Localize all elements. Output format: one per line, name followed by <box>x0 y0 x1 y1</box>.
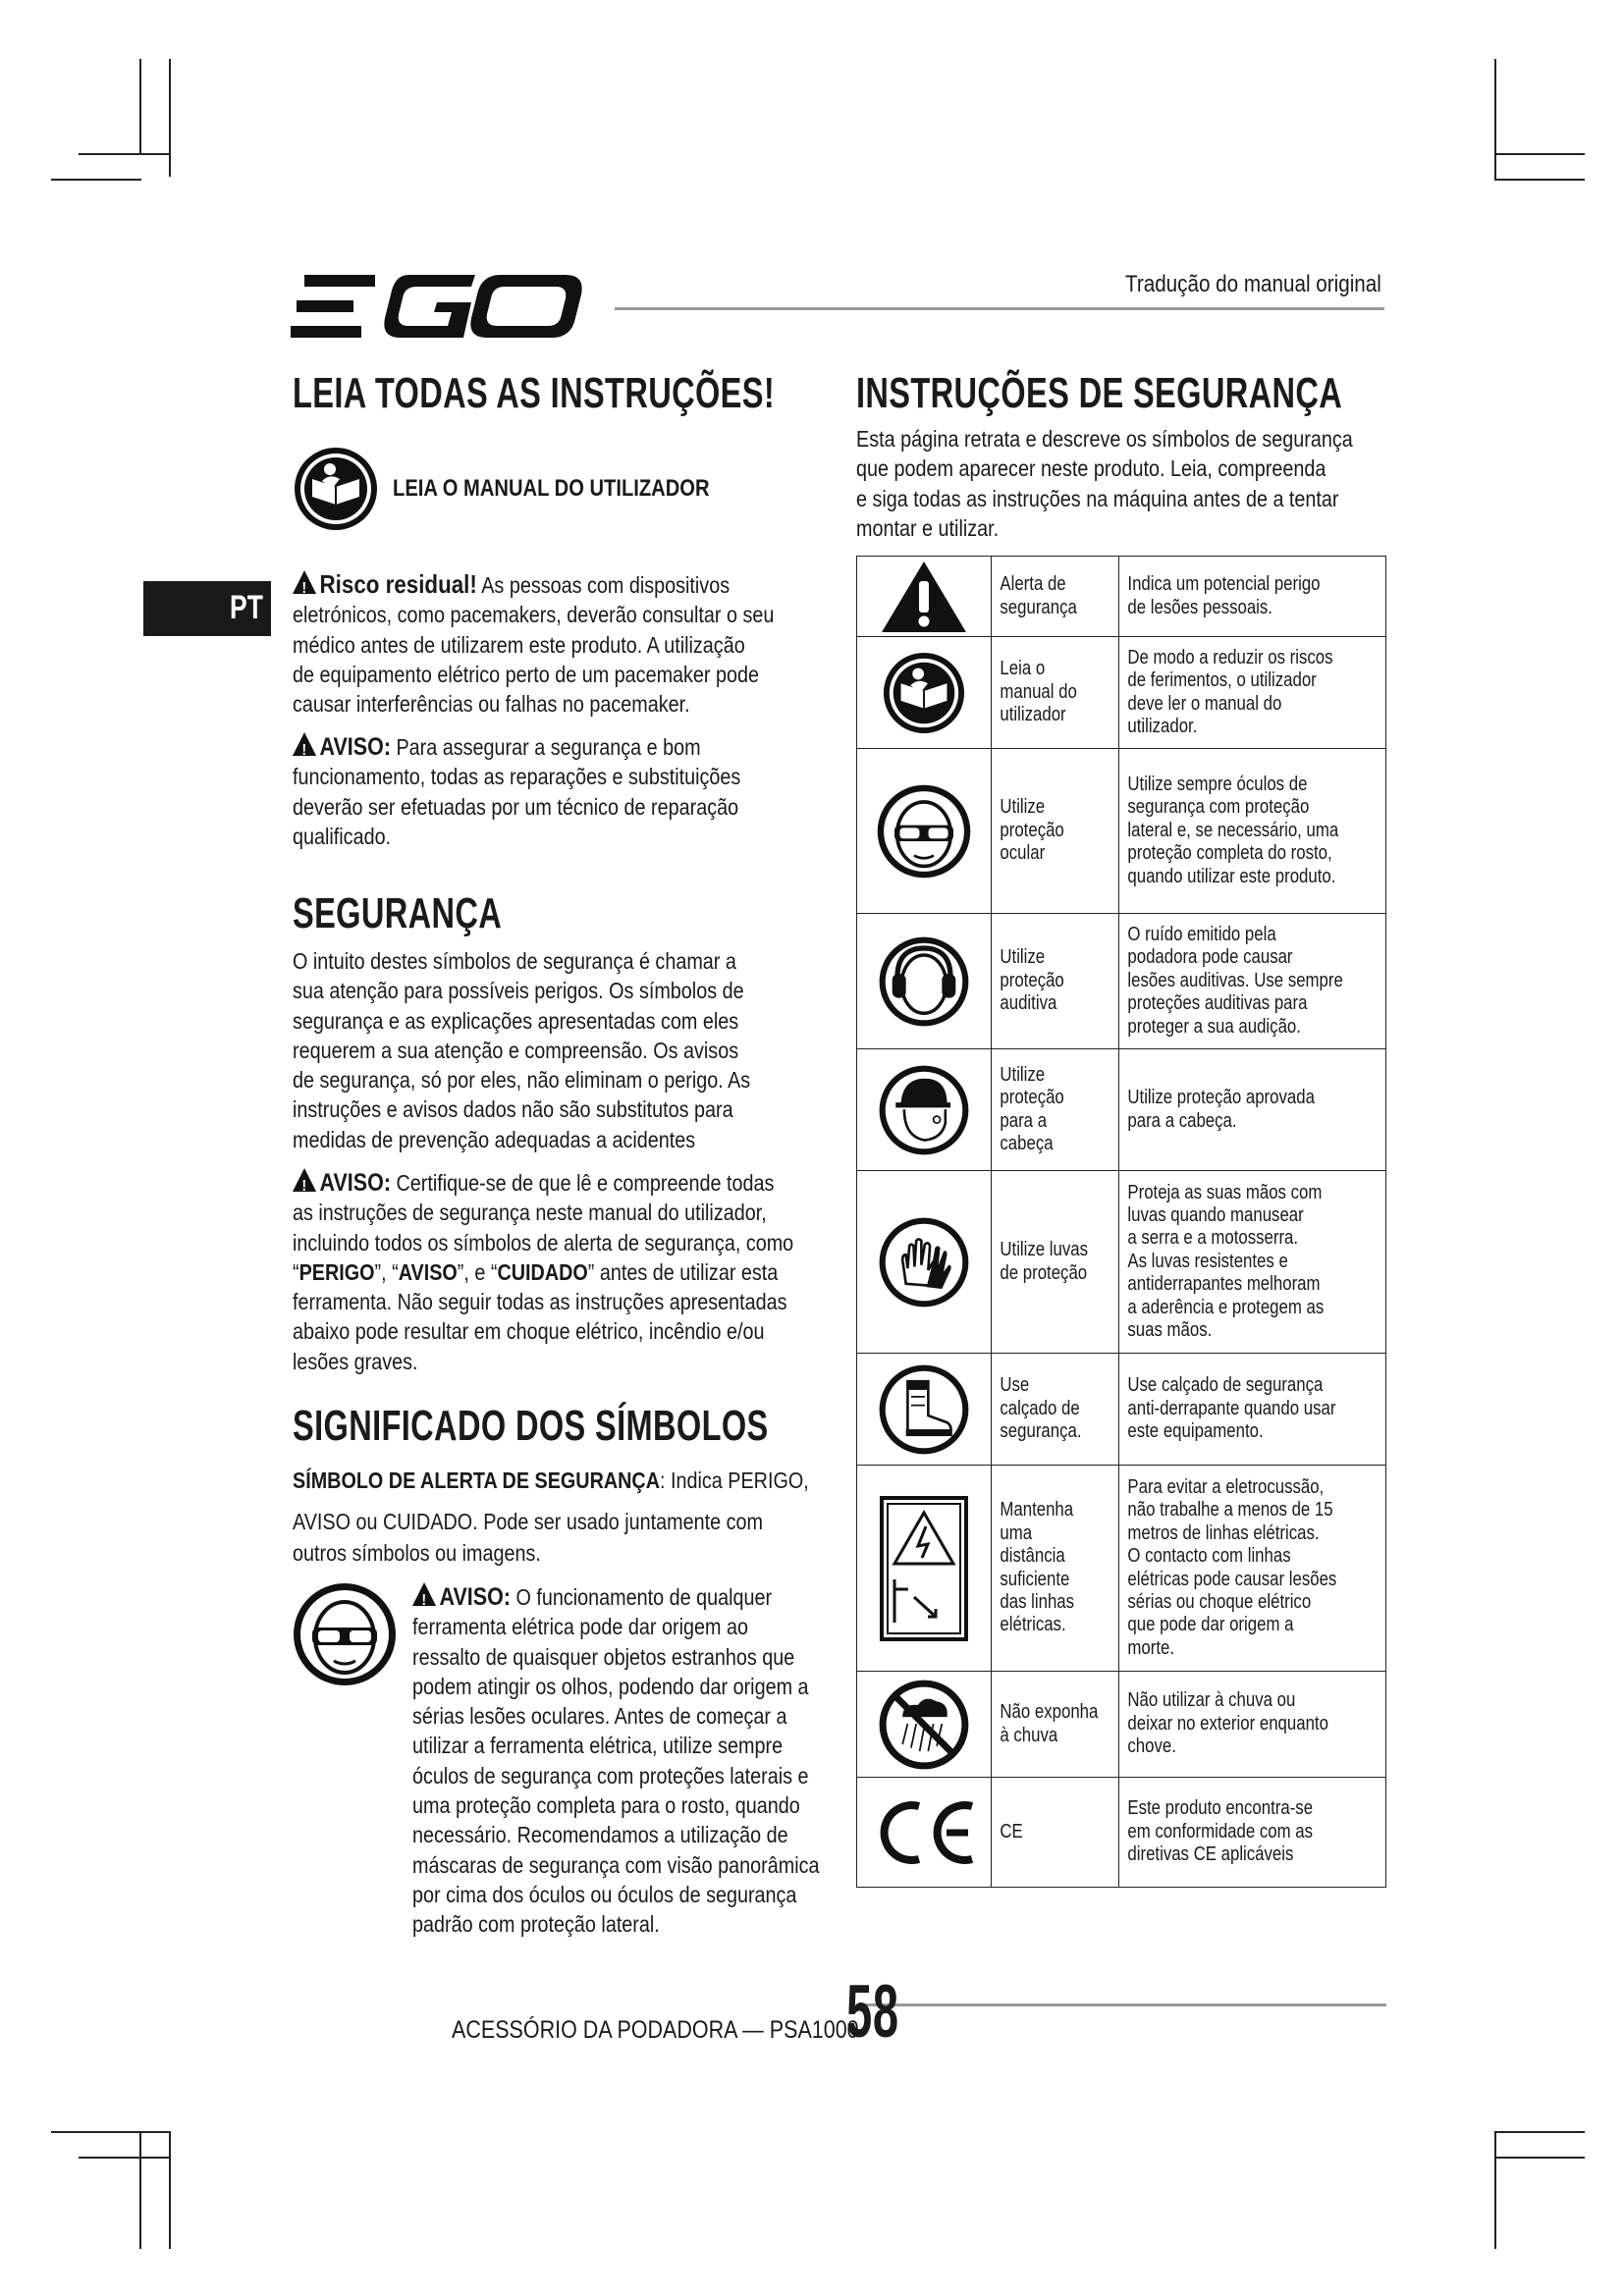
text-line: distância <box>1000 1545 1065 1568</box>
symbol-desc-cell <box>1118 637 1385 749</box>
text-line: Use calçado de segurança <box>1127 1374 1324 1397</box>
text-line: morte. <box>1127 1636 1174 1659</box>
safety-paragraph <box>293 946 900 1154</box>
text-line: luvas quando manusear <box>1127 1203 1304 1226</box>
crop-mark <box>169 2131 171 2249</box>
crop-mark <box>51 179 141 181</box>
text-line: AVISO ou CUIDADO. Pode ser usado juntamente com <box>293 1509 763 1534</box>
text-line: manual do <box>1000 680 1077 703</box>
text-line: causar interferências ou falhas no pacemaker. <box>293 691 690 718</box>
gloves-icon <box>877 1215 971 1309</box>
text-line: a serra e a motosserra. <box>1127 1227 1298 1250</box>
text-line: As pessoas com dispositivos <box>481 572 731 598</box>
intro-paragraph <box>856 424 1353 543</box>
text-line: ferramenta. Não seguir todas as instruções apresentadas <box>293 1289 787 1315</box>
warning-repairs-paragraph <box>293 732 900 851</box>
text-line: utilizador. <box>1127 715 1198 737</box>
text-line: Para evitar a eletrocussão, <box>1127 1475 1325 1498</box>
text-line: podadora pode causar <box>1127 946 1293 969</box>
symbol-cell <box>857 637 992 749</box>
text-line: De modo a reduzir os riscos <box>1127 646 1333 668</box>
power-lines-icon <box>879 1495 969 1642</box>
warning-read-all-paragraph <box>293 1168 900 1376</box>
heading-read-all: LEIA TODAS AS INSTRUÇÕES! <box>293 369 776 417</box>
text-line: Use <box>1000 1374 1030 1397</box>
symbol-desc-cell <box>1118 1778 1385 1888</box>
text-line: suficiente <box>1000 1568 1070 1590</box>
text-line: de equipamento elétrico perto de um pacemaker pode <box>293 661 760 687</box>
read-manual-icon <box>882 651 966 735</box>
alert-symbol-lead: SÍMBOLO DE ALERTA DE SEGURANÇA <box>293 1468 661 1493</box>
text-line: requerem a sua atenção e compreensão. Os avisos <box>293 1037 739 1063</box>
text-line: segurança e as explicações apresentadas com eles <box>293 1007 739 1034</box>
text-line: padrão com proteção lateral. <box>412 1911 660 1938</box>
warning-triangle-icon <box>880 560 968 634</box>
text-line: proteção <box>1000 1087 1064 1109</box>
text-line: a aderência e protegem as <box>1127 1296 1325 1318</box>
table-row <box>857 1466 1386 1672</box>
text-line: Utilize <box>1000 946 1045 969</box>
table-row <box>857 1049 1386 1171</box>
symbols-table <box>856 556 1386 1888</box>
footer-product: ACESSÓRIO DA PODADORA — PSA1000 <box>452 2016 859 2044</box>
crop-mark <box>169 59 171 177</box>
symbol-cell <box>857 557 992 637</box>
text-line: por cima dos óculos ou óculos de segurança <box>412 1881 797 1907</box>
text-line: outros símbolos ou imagens. <box>293 1540 541 1566</box>
text-line: para a <box>1000 1109 1047 1132</box>
page-number: 58 <box>846 1970 899 2054</box>
warning-triangle-icon <box>293 732 316 756</box>
crop-mark <box>139 59 141 153</box>
warning-lead: AVISO: <box>439 1583 511 1611</box>
text-line: elétricas pode causar lesões <box>1127 1568 1337 1590</box>
text-line: auditiva <box>1000 992 1057 1015</box>
crop-mark <box>51 2131 171 2133</box>
text-line: antiderrapantes melhoram <box>1127 1273 1321 1296</box>
text-line: metros de linhas elétricas. <box>1127 1522 1320 1544</box>
text-line: qualificado. <box>293 823 392 849</box>
text-line: eletrónicos, como pacemakers, deverão consultar o seu <box>293 602 775 628</box>
text-line: incluindo todos os símbolos de alerta de segurança, como <box>293 1229 794 1255</box>
crop-mark <box>1494 59 1496 179</box>
symbol-name-cell <box>991 749 1118 914</box>
text-line: lesões graves. <box>293 1348 418 1374</box>
text-line: : Indica PERIGO, <box>660 1468 809 1493</box>
text-line: instruções e avisos dados não são substitutos para <box>293 1096 733 1123</box>
keyword-cuidado: CUIDADO <box>497 1258 588 1285</box>
symbol-name-cell <box>991 914 1118 1049</box>
symbol-cell <box>857 1171 992 1354</box>
keyword-perigo: PERIGO <box>298 1258 375 1285</box>
safety-boots-icon <box>877 1362 971 1457</box>
crop-mark <box>1494 153 1585 155</box>
text-line: óculos de segurança com proteções laterais e <box>412 1762 809 1789</box>
text-line: CE <box>1000 1820 1023 1842</box>
text-line: O ruído emitido pela <box>1127 923 1276 945</box>
text-line: de proteção <box>1000 1261 1087 1284</box>
text-line: ocular <box>1000 842 1045 865</box>
language-tab-label: PT <box>230 589 263 626</box>
symbol-name-cell <box>991 1466 1118 1672</box>
eye-protection-icon <box>291 1580 399 1693</box>
text-line: e siga todas as instruções na máquina antes de a tentar <box>856 485 1339 511</box>
crop-mark <box>1494 2157 1585 2159</box>
text-line: deixar no exterior enquanto <box>1127 1712 1328 1735</box>
no-rain-icon <box>877 1678 971 1772</box>
crop-mark <box>79 153 171 155</box>
heading-safety: SEGURANÇA <box>293 889 503 937</box>
translation-note: Tradução do manual original <box>1125 271 1381 297</box>
text-line: podem atingir os olhos, podendo dar origem a <box>412 1673 809 1699</box>
text-line: Utilize proteção aprovada <box>1127 1087 1315 1109</box>
text-line: Mantenha <box>1000 1499 1073 1522</box>
warning-triangle-icon <box>293 570 316 594</box>
residual-risk-lead: Risco residual! <box>319 569 477 599</box>
text-line: O funcionamento de qualquer <box>515 1584 773 1610</box>
warning-triangle-icon <box>412 1582 436 1606</box>
text-line: uma proteção completa para o rosto, quando <box>412 1792 800 1819</box>
symbol-cell <box>857 1354 992 1466</box>
warning-triangle-icon <box>293 1168 316 1192</box>
footer-rule <box>860 2003 1386 2006</box>
keyword-aviso: AVISO <box>398 1258 458 1285</box>
text-line: Indica um potencial perigo <box>1127 573 1321 596</box>
text-line: proteções auditivas para <box>1127 992 1308 1015</box>
symbol-name-cell <box>991 1171 1118 1354</box>
text-line: à chuva <box>1000 1724 1058 1746</box>
eye-protection-icon <box>875 782 973 881</box>
text-line: ferramenta elétrica pode dar origem ao <box>412 1614 748 1640</box>
text-line: médico antes de utilizarem este produto. A utilização <box>293 631 745 658</box>
text-line: anti-derrapante quando usar <box>1127 1397 1336 1419</box>
symbol-desc-cell <box>1118 557 1385 637</box>
text-line: sérias ou choque elétrico <box>1127 1590 1311 1613</box>
text-line: Para assegurar a segurança e bom <box>396 734 701 760</box>
alert-symbol-paragraph <box>293 1465 900 1569</box>
text-line: cabeça <box>1000 1132 1054 1154</box>
text-line: Leia o <box>1000 658 1045 680</box>
text-line: que pode dar origem a <box>1127 1614 1294 1636</box>
symbol-cell <box>857 1049 992 1171</box>
table-row <box>857 637 1386 749</box>
symbol-name-cell <box>991 1672 1118 1778</box>
text-line: sua atenção para possíveis perigos. Os símbolos de <box>293 978 744 1004</box>
text-line: utilizador <box>1000 704 1066 726</box>
read-manual-label: LEIA O MANUAL DO UTILIZADOR <box>393 475 710 502</box>
symbol-desc-cell <box>1118 749 1385 914</box>
text-line: Utilize sempre óculos de <box>1127 773 1308 795</box>
brand-logo <box>291 273 585 340</box>
crop-mark <box>1494 2131 1585 2133</box>
text-line: abaixo pode resultar em choque elétrico, incêndio e/ou <box>293 1318 765 1345</box>
symbol-name-cell <box>991 1778 1118 1888</box>
table-row <box>857 1778 1386 1888</box>
text-line: não trabalhe a menos de 15 <box>1127 1499 1333 1522</box>
symbol-name-cell <box>991 1354 1118 1466</box>
text-line: “PERIGO”, “AVISO”, e “CUIDADO” antes de utilizar esta <box>293 1258 779 1285</box>
text-line: Não exponha <box>1000 1701 1099 1724</box>
warning-eye-paragraph <box>412 1582 919 1940</box>
text-line: uma <box>1000 1522 1032 1544</box>
text-line: ressalto de quaisquer objetos estranhos que <box>412 1643 795 1670</box>
text-line: funcionamento, todas as reparações e substituições <box>293 764 741 790</box>
text-line: proteção <box>1000 819 1064 841</box>
text-line: deverão ser efetuadas por um técnico de reparação <box>293 793 739 820</box>
text-line: utilizar a ferramenta elétrica, utilize sempre <box>412 1733 784 1759</box>
text-line: Utilize <box>1000 796 1045 819</box>
symbol-cell <box>857 749 992 914</box>
symbol-cell <box>857 1778 992 1888</box>
text-line: que podem aparecer neste produto. Leia, compreenda <box>856 455 1326 482</box>
text-line: proteção <box>1000 969 1064 991</box>
text-line: Não utilizar à chuva ou <box>1127 1689 1296 1712</box>
text-line: proteção completa do rosto, <box>1127 842 1332 865</box>
text-line: suas mãos. <box>1127 1319 1213 1342</box>
symbol-name-cell <box>991 1049 1118 1171</box>
table-row <box>857 557 1386 637</box>
crop-mark <box>79 2157 171 2159</box>
text-line: de lesões pessoais. <box>1127 596 1272 618</box>
text-line: segurança com proteção <box>1127 796 1310 819</box>
text-line: montar e utilizar. <box>856 514 1000 541</box>
head-protection-icon <box>877 1063 971 1157</box>
text-line: lesões auditivas. Use sempre <box>1127 969 1343 991</box>
ear-protection-icon <box>877 934 971 1029</box>
crop-mark <box>1494 2131 1496 2249</box>
symbol-cell <box>857 1466 992 1672</box>
symbol-desc-cell <box>1118 1466 1385 1672</box>
residual-risk-paragraph <box>293 569 900 719</box>
text-line: calçado de <box>1000 1397 1080 1419</box>
text-line: as instruções de segurança neste manual do utilizador, <box>293 1200 767 1226</box>
text-line: proteger a sua audição. <box>1127 1015 1301 1038</box>
text-line: este equipamento. <box>1127 1420 1264 1443</box>
table-row <box>857 914 1386 1049</box>
text-line: segurança. <box>1000 1420 1082 1443</box>
warning-lead: AVISO: <box>319 733 391 761</box>
text-line: Utilize <box>1000 1063 1045 1086</box>
text-line: Certifique-se de que lê e compreende todas <box>396 1170 775 1196</box>
text-line: Utilize luvas <box>1000 1239 1088 1261</box>
read-manual-icon <box>293 446 379 537</box>
warning-lead: AVISO: <box>319 1169 391 1197</box>
symbol-cell <box>857 914 992 1049</box>
symbol-cell <box>857 1672 992 1778</box>
crop-mark <box>139 2131 141 2249</box>
symbol-name-cell <box>991 557 1118 637</box>
symbol-desc-cell <box>1118 914 1385 1049</box>
symbol-desc-cell <box>1118 1171 1385 1354</box>
heading-safety-instructions: INSTRUÇÕES DE SEGURANÇA <box>856 369 1343 417</box>
table-row <box>857 1672 1386 1778</box>
ego-logo-icon <box>291 273 585 340</box>
text-line: As luvas resistentes e <box>1127 1250 1288 1272</box>
text-line: elétricas. <box>1000 1614 1066 1636</box>
text-line: Alerta de <box>1000 573 1066 596</box>
text-line: de segurança, só por eles, não eliminam o perigo. As <box>293 1067 751 1094</box>
text-line: O intuito destes símbolos de segurança é chamar a <box>293 948 736 974</box>
table-row <box>857 1354 1386 1466</box>
symbol-name-cell <box>991 637 1118 749</box>
text-line: Esta página retrata e descreve os símbolos de segurança <box>856 426 1353 452</box>
header-rule <box>615 307 1384 310</box>
text-line: segurança <box>1000 596 1077 618</box>
text-line: para a cabeça. <box>1127 1109 1237 1132</box>
text-line: de ferimentos, o utilizador <box>1127 669 1317 692</box>
text-line: necessário. Recomendamos a utilização de <box>412 1822 788 1848</box>
text-line: das linhas <box>1000 1590 1074 1613</box>
table-row <box>857 749 1386 914</box>
text-line: lateral e, se necessário, uma <box>1127 819 1338 841</box>
crop-mark <box>1494 179 1585 181</box>
symbol-desc-cell <box>1118 1049 1385 1171</box>
text-line: quando utilizar este produto. <box>1127 865 1336 887</box>
heading-symbols-meaning: SIGNIFICADO DOS SÍMBOLOS <box>293 1402 769 1450</box>
table-row <box>857 1171 1386 1354</box>
text-line: em conformidade com as <box>1127 1820 1313 1842</box>
text-line: medidas de prevenção adequadas a acidentes <box>293 1126 696 1152</box>
text-line: O contacto com linhas <box>1127 1545 1291 1568</box>
text-line: sérias lesões oculares. Antes de começar a <box>412 1703 787 1730</box>
symbol-desc-cell <box>1118 1672 1385 1778</box>
text-line: Este produto encontra-se <box>1127 1797 1313 1820</box>
text-line: máscaras de segurança com visão panorâmica <box>412 1851 820 1878</box>
text-line: Proteja as suas mãos com <box>1127 1181 1323 1203</box>
ce-mark-icon <box>870 1798 978 1867</box>
text-line: chove. <box>1127 1735 1176 1758</box>
text-line: deve ler o manual do <box>1127 692 1282 715</box>
text-line: diretivas CE aplicáveis <box>1127 1843 1294 1866</box>
symbol-desc-cell <box>1118 1354 1385 1466</box>
